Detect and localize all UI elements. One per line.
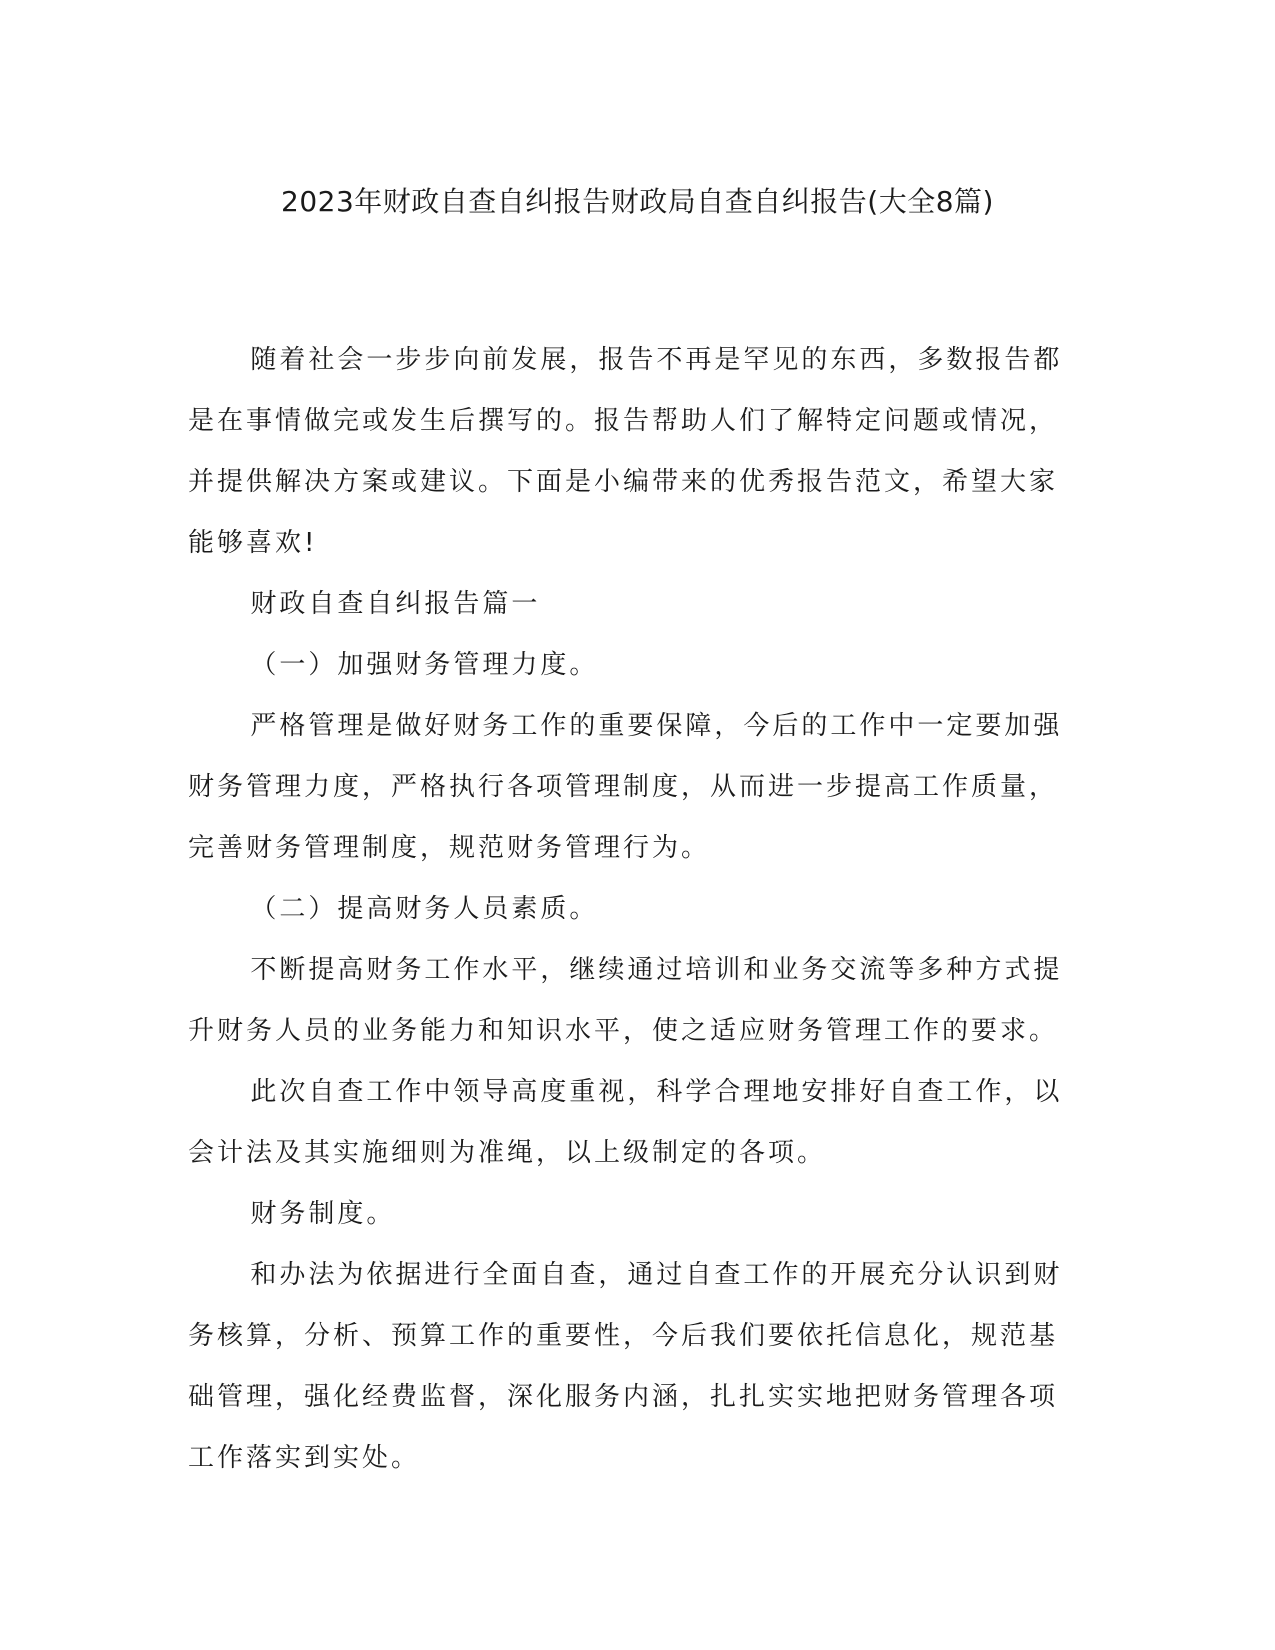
paragraph: 不断提高财务工作水平，继续通过培训和业务交流等多种方式提升财务人员的业务能力和知识水平，使之适应财务管理工作的要求。	[188, 955, 1063, 1046]
intro-paragraph: 随着社会一步步向前发展，报告不再是罕见的东西，多数报告都是在事情做完或发生后撰写的。报告帮助人们了解特定问题或情况，并提供解决方案或建议。下面是小编带来的优秀报告范文，希望大家能够喜欢!	[188, 345, 1063, 558]
document-body	[188, 330, 1068, 1489]
paragraph: 严格管理是做好财务工作的重要保障，今后的工作中一定要加强财务管理力度，严格执行各项管理制度，从而进一步提高工作质量，完善财务管理制度，规范财务管理行为。	[188, 711, 1063, 863]
section-heading: 财政自查自纠报告篇一	[250, 589, 541, 619]
paragraph: 财务制度。	[250, 1199, 396, 1229]
subheading-2: （二）提高财务人员素质。	[250, 894, 599, 924]
paragraph: 此次自查工作中领导高度重视，科学合理地安排好自查工作，以会计法及其实施细则为准绳，以上级制定的各项。	[188, 1077, 1063, 1168]
subheading-1: （一）加强财务管理力度。	[250, 650, 599, 680]
document-title: 2023年财政自查自纠报告财政局自查自纠报告(大全8篇)	[281, 185, 994, 218]
paragraph: 和办法为依据进行全面自查，通过自查工作的开展充分认识到财务核算，分析、预算工作的重要性，今后我们要依托信息化，规范基础管理，强化经费监督，深化服务内涵，扎扎实实地把财务管理各项工作落实到实处。	[188, 1260, 1063, 1473]
